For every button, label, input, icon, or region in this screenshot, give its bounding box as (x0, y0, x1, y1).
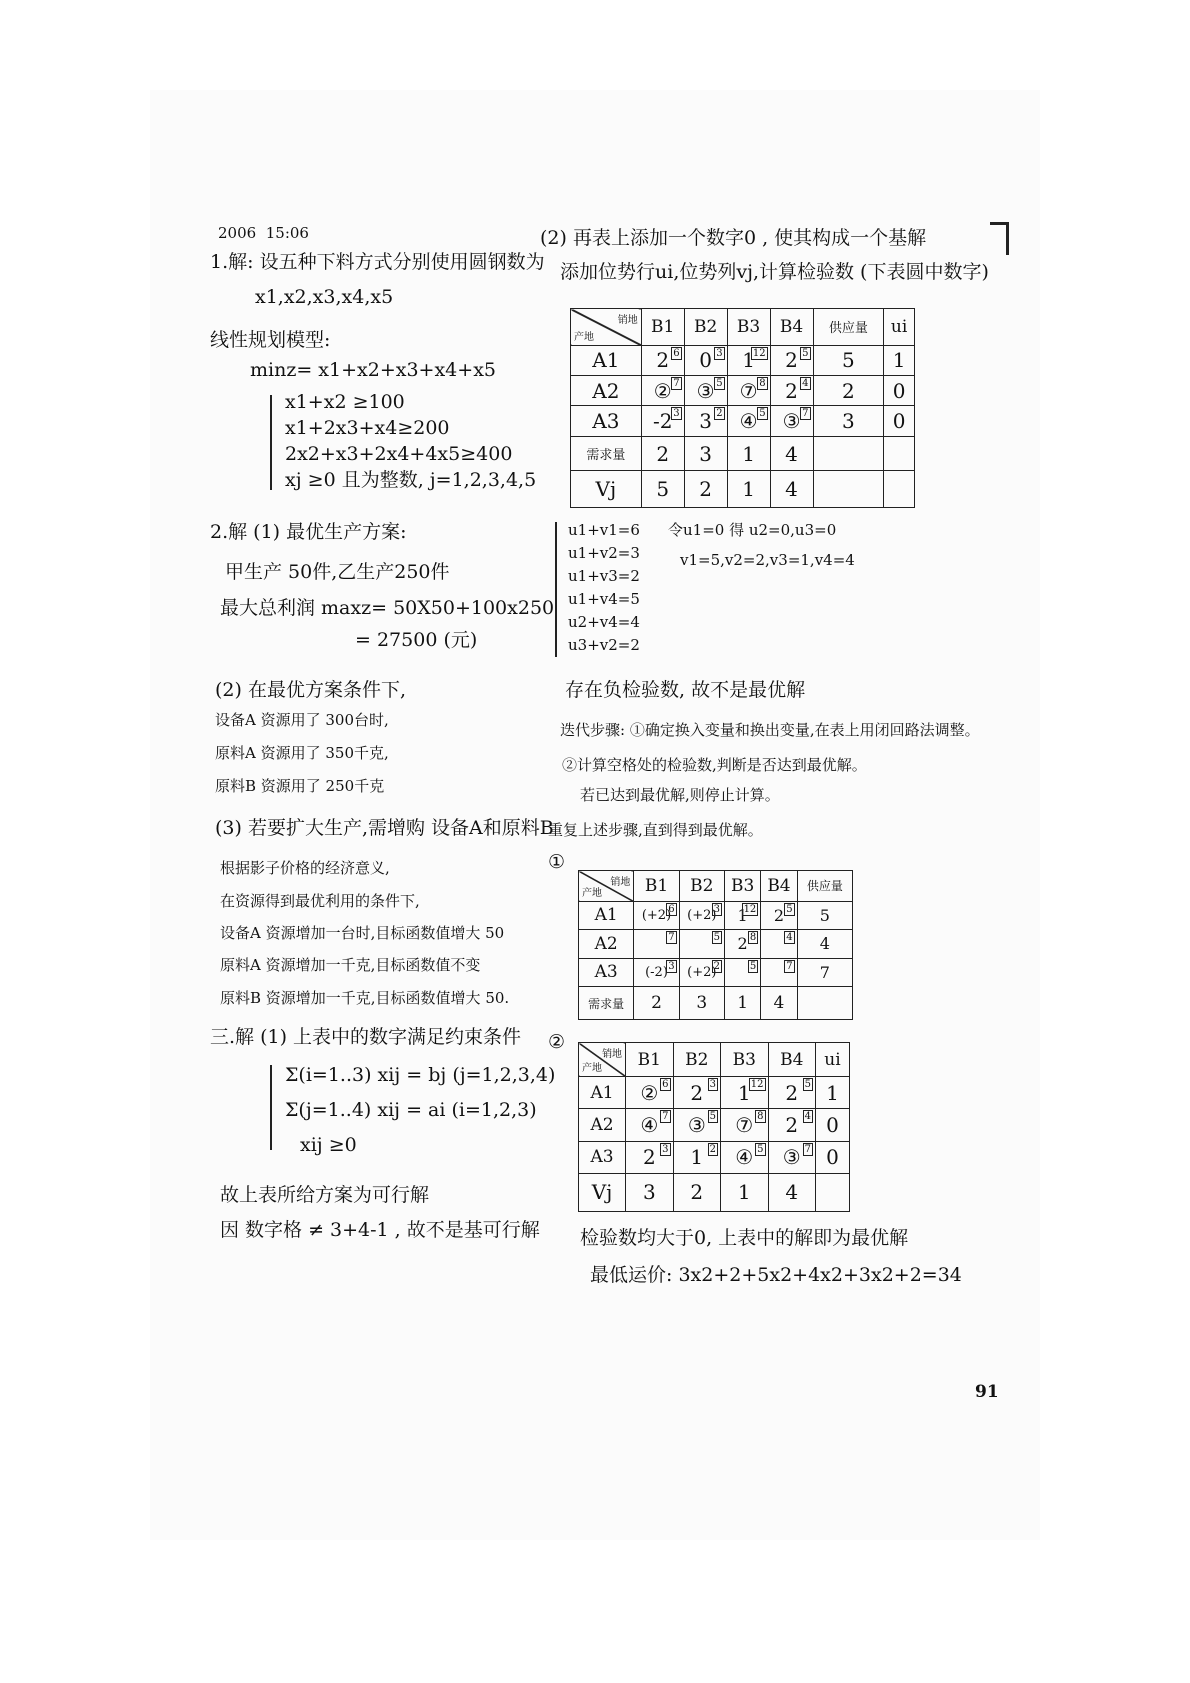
solution-line-2: v1=5,v2=2,v3=1,v4=4 (680, 551, 855, 569)
table-cell (684, 345, 727, 375)
col-header: ui (816, 1043, 850, 1077)
table-cell (641, 376, 684, 406)
demand-label: 需求量 (579, 987, 634, 1020)
table-cell (724, 930, 760, 958)
table-cell (768, 1141, 815, 1173)
col-header: 供应量 (797, 871, 852, 902)
q2-p3-title: (3) 若要扩大生产,需增购 设备A和原料B (215, 817, 554, 839)
q2-p2-item-1: 设备A 资源用了 300台时, (215, 711, 389, 729)
cell-value: 2 (656, 348, 670, 373)
potential-table (570, 308, 915, 508)
empty-cell (884, 471, 915, 508)
supply-cell: 5 (813, 345, 884, 375)
equation-1: u1+v1=6 (568, 521, 640, 539)
model-title: 线性规划模型: (210, 329, 331, 351)
corner-bottom-label: 产地 (574, 331, 594, 343)
p2-line2: 添加位势行ui,位势列vj,计算检验数 (下表圆中数字) (560, 261, 989, 283)
table-corner (579, 871, 634, 902)
step-2: ②计算空格处的检验数,判断是否达到最优解。 (562, 756, 867, 774)
v-cell: 1 (727, 471, 770, 508)
constraint-1: x1+x2 ≥100 (285, 391, 405, 413)
q2-p2-item-2: 原料A 资源用了 350千克, (215, 744, 389, 762)
supply-cell: 7 (797, 958, 852, 986)
table-cell (679, 958, 724, 986)
col-header: B4 (768, 1043, 815, 1077)
step-3: 若已达到最优解,则停止计算。 (580, 786, 780, 804)
cell-value: -2 (652, 409, 673, 434)
cost-tag: 4 (786, 932, 793, 944)
cell-value: ② (640, 1080, 659, 1105)
cost-tag: 8 (757, 1111, 764, 1123)
col-header: B1 (626, 1043, 673, 1077)
cell-value: 2 (642, 1145, 656, 1170)
table-cell (673, 1109, 720, 1141)
page-number: 91 (975, 1382, 999, 1402)
cell-value: 1 (737, 1080, 751, 1105)
empty-cell (813, 436, 884, 471)
col-header: B4 (770, 309, 813, 346)
cost-tag: 2 (713, 960, 720, 972)
empty-cell (816, 1173, 850, 1211)
col-header: B3 (721, 1043, 768, 1077)
cost-tag: 7 (668, 932, 675, 944)
cell-value: 2 (785, 378, 798, 403)
row-label: A2 (579, 1109, 626, 1141)
demand-cell: 4 (761, 987, 797, 1020)
q3-conclusion-2: 因 数字格 ≠ 3+4-1 , 故不是基可行解 (220, 1219, 540, 1241)
constraint-4: xj ≥0 且为整数, j=1,2,3,4,5 (285, 469, 537, 491)
table-cell (761, 930, 797, 958)
demand-cell: 1 (724, 987, 760, 1020)
q3-constraint-2: Σ(j=1..4) xij = ai (i=1,2,3) (285, 1099, 537, 1121)
u-cell: 1 (816, 1077, 850, 1109)
cost-tag: 4 (804, 1111, 811, 1123)
cell-value: (+2) (641, 907, 672, 923)
col-header: B3 (727, 309, 770, 346)
demand-cell: 1 (727, 436, 770, 471)
corner-top-label: 销地 (617, 315, 638, 326)
constraint-brace (270, 395, 272, 490)
q2-line2: 甲生产 50件,乙生产250件 (225, 561, 450, 583)
corner-bottom-label: 产地 (582, 1063, 602, 1075)
u-cell: 0 (816, 1141, 850, 1173)
date-note (218, 225, 309, 242)
table-cell (770, 376, 813, 406)
cell-value: 1 (737, 905, 748, 925)
cell-value: (-2) (645, 964, 668, 980)
cost-tag: 5 (716, 378, 723, 389)
col-header: B1 (641, 309, 684, 346)
table-cell (768, 1109, 815, 1141)
equation-5: u2+v4=4 (568, 613, 640, 631)
cell-value: 2 (785, 348, 798, 373)
equation-brace (555, 522, 557, 657)
demand-cell: 2 (641, 436, 684, 471)
table-cell (721, 1109, 768, 1141)
v-cell: 3 (626, 1173, 673, 1211)
cell-value: 1 (742, 348, 755, 373)
cell-value: ④ (735, 1145, 754, 1170)
corner-top-label: 销地 (610, 877, 631, 888)
adjustment-table (578, 870, 853, 1020)
cell-value: ③ (687, 1112, 706, 1137)
objective-function: minz= x1+x2+x3+x4+x5 (250, 359, 496, 381)
cell-value: ③ (696, 378, 715, 403)
cost-tag: 6 (662, 1079, 669, 1091)
q2-line1: 2.解 (1) 最优生产方案: (210, 521, 407, 543)
constraint-3: 2x2+x3+2x4+4x5≥400 (285, 443, 513, 465)
col-header: B2 (679, 871, 724, 902)
table-cell (727, 376, 770, 406)
cost-tag: 3 (662, 1143, 669, 1155)
table-corner (579, 1043, 626, 1077)
cost-tag: 3 (716, 347, 723, 359)
q1-line1: 1.解: 设五种下料方式分别使用圆钢数为 (210, 251, 545, 273)
v-cell: 4 (768, 1173, 815, 1211)
table-cell (641, 406, 684, 436)
v-cell: 5 (641, 471, 684, 508)
cost-tag: 12 (743, 903, 757, 915)
col-header: B3 (724, 871, 760, 902)
demand-cell: 3 (679, 987, 724, 1020)
cost-tag: 7 (804, 1143, 811, 1155)
cost-tag: 8 (749, 932, 757, 944)
row-label: A3 (571, 406, 642, 436)
col-header: B2 (673, 1043, 720, 1077)
q2-p3-note: 根据影子价格的经济意义, (220, 859, 390, 877)
u-cell: 0 (816, 1109, 850, 1141)
cell-value: 2 (785, 1112, 799, 1137)
table-cell (634, 958, 679, 986)
u-cell: 1 (884, 345, 915, 375)
table-cell (684, 406, 727, 436)
q2-p2-title: (2) 在最优方案条件下, (215, 679, 406, 701)
row-label: A2 (579, 930, 634, 958)
cell-value: 2 (773, 905, 785, 925)
row-label: A1 (579, 901, 634, 929)
supply-cell: 4 (797, 930, 852, 958)
col-header: B1 (634, 871, 679, 902)
cost-tag: 5 (786, 903, 793, 915)
table-cell (721, 1141, 768, 1173)
cost-tag: 7 (786, 960, 793, 972)
u-cell: 0 (884, 406, 915, 436)
row-label: A2 (571, 376, 642, 406)
cell-value: 3 (699, 409, 712, 434)
demand-cell: 4 (770, 436, 813, 471)
cost-tag: 3 (668, 960, 675, 972)
demand-cell: 2 (634, 987, 679, 1020)
table-cell (626, 1077, 673, 1109)
table-cell (626, 1109, 673, 1141)
table-cell (727, 406, 770, 436)
q3-constraint-1: Σ(i=1..3) xij = bj (j=1,2,3,4) (285, 1064, 556, 1086)
row-label: A3 (579, 1141, 626, 1173)
cell-value: 1 (690, 1145, 704, 1170)
time-text: 15:06 (265, 224, 309, 242)
row-label: A1 (579, 1077, 626, 1109)
cell-value: 0 (699, 348, 712, 373)
cost-tag: 5 (757, 1143, 764, 1155)
q3-conclusion-1: 故上表所给方案为可行解 (220, 1184, 430, 1206)
cell-value: 2 (785, 1080, 799, 1105)
equation-2: u1+v2=3 (568, 544, 640, 562)
cost-tag: 6 (673, 347, 680, 359)
cost-tag: 5 (804, 1079, 811, 1091)
table-cell (721, 1077, 768, 1109)
date-text: 2006 (218, 224, 257, 242)
cell-value: ⑦ (735, 1112, 754, 1137)
cost-tag: 7 (802, 408, 809, 420)
equation-3: u1+v3=2 (568, 567, 640, 585)
table-cell (641, 345, 684, 375)
cost-tag: 12 (752, 347, 766, 359)
step-title: 迭代步骤: ①确定换入变量和换出变量,在表上用闭回路法调整。 (560, 721, 980, 739)
repeat-note: 重复上述步骤,直到得到最优解。 (548, 821, 763, 839)
corner-mark (990, 222, 1009, 255)
u-cell: 0 (884, 376, 915, 406)
supply-cell: 3 (813, 406, 884, 436)
solution-line-1: 令u1=0 得 u2=0,u3=0 (668, 521, 837, 539)
cost-tag: 6 (668, 903, 675, 915)
cost-tag: 2 (709, 1143, 717, 1155)
empty-cell (884, 436, 915, 471)
q3-brace (270, 1065, 272, 1150)
q2-p2-item-3: 原料B 资源用了 250千克 (215, 777, 385, 795)
q2-line3: 最大总利润 maxz= 50X50+100x250 (220, 597, 555, 619)
equation-4: u1+v4=5 (568, 590, 640, 608)
col-header: ui (884, 309, 915, 346)
supply-cell: 5 (797, 901, 852, 929)
table-cell (626, 1141, 673, 1173)
q2-p3-item-1: 设备A 资源增加一台时,目标函数值增大 50 (220, 924, 505, 942)
q2-p3-cond: 在资源得到最优利用的条件下, (220, 892, 420, 910)
cost-tag: 3 (673, 408, 680, 420)
cost-tag: 5 (759, 408, 766, 420)
cell-value: ③ (782, 409, 801, 434)
cell-value: 2 (737, 934, 748, 954)
table-corner (571, 309, 642, 346)
negative-note: 存在负检验数, 故不是最优解 (565, 679, 806, 701)
cost-tag: 12 (750, 1079, 764, 1091)
table-cell (724, 958, 760, 986)
v-cell: 2 (673, 1173, 720, 1211)
table-cell (679, 930, 724, 958)
table3-number: ② (548, 1031, 566, 1053)
q2-line4: = 27500 (元) (355, 629, 478, 651)
cell-value: ② (653, 378, 672, 403)
cost-tag: 7 (673, 378, 680, 389)
demand-label: 需求量 (571, 436, 642, 471)
col-header: B2 (684, 309, 727, 346)
demand-cell: 3 (684, 436, 727, 471)
table-cell (634, 930, 679, 958)
table-cell (768, 1077, 815, 1109)
q2-p3-item-2: 原料A 资源增加一千克,目标函数值不变 (220, 956, 481, 974)
cost-tag: 3 (709, 1079, 717, 1091)
cell-value: ④ (640, 1112, 659, 1137)
constraint-2: x1+2x3+x4≥200 (285, 417, 450, 439)
row-label: A1 (571, 345, 642, 375)
table-cell (727, 345, 770, 375)
table-cell (673, 1077, 720, 1109)
table2-number: ① (548, 851, 566, 873)
v-label: Vj (571, 471, 642, 508)
cell-value: (+2) (687, 907, 717, 923)
corner-bottom-label: 产地 (582, 887, 602, 899)
table-cell (761, 901, 797, 929)
table-cell (679, 901, 724, 929)
v-cell: 2 (684, 471, 727, 508)
q2-p3-item-3: 原料B 资源增加一千克,目标函数值增大 50. (220, 989, 510, 1007)
table-cell (634, 901, 679, 929)
cell-value: ③ (782, 1145, 801, 1170)
final-conclusion-2: 最低运价: 3x2+2+5x2+4x2+3x2+2=34 (590, 1264, 962, 1286)
v-label: Vj (579, 1173, 626, 1211)
cell-value: (+2) (687, 964, 717, 980)
cell-value: ⑦ (739, 378, 758, 403)
final-conclusion-1: 检验数均大于0, 上表中的解即为最优解 (580, 1227, 909, 1249)
empty-cell (797, 987, 852, 1020)
v-cell: 4 (770, 471, 813, 508)
table-cell (724, 901, 760, 929)
cell-value: 2 (690, 1080, 704, 1105)
row-label: A3 (579, 958, 634, 986)
equation-6: u3+v2=2 (568, 636, 640, 654)
table-cell (770, 345, 813, 375)
table-cell (770, 406, 813, 436)
supply-cell: 2 (813, 376, 884, 406)
cost-tag: 3 (713, 903, 720, 915)
cost-tag: 5 (749, 960, 757, 972)
empty-cell (813, 471, 884, 508)
cost-tag: 5 (709, 1111, 717, 1123)
cell-value: ④ (739, 409, 758, 434)
v-cell: 1 (721, 1173, 768, 1211)
cost-tag: 5 (802, 347, 809, 359)
q3-constraint-3: xij ≥0 (300, 1134, 357, 1156)
q3-line1: 三.解 (1) 上表中的数字满足约束条件 (210, 1026, 522, 1048)
table-cell (684, 376, 727, 406)
cost-tag: 5 (713, 932, 720, 944)
cost-tag: 8 (759, 378, 766, 389)
cost-tag: 2 (716, 408, 723, 420)
table-cell (673, 1141, 720, 1173)
optimal-table (578, 1042, 850, 1212)
cost-tag: 4 (802, 378, 809, 389)
col-header: B4 (761, 871, 797, 902)
col-header: 供应量 (813, 309, 884, 346)
q1-line2: x1,x2,x3,x4,x5 (255, 286, 394, 308)
p2-line1: (2) 再表上添加一个数字0 , 使其构成一个基解 (540, 227, 927, 249)
corner-top-label: 销地 (602, 1049, 623, 1060)
table-cell (761, 958, 797, 986)
cost-tag: 7 (662, 1111, 669, 1123)
